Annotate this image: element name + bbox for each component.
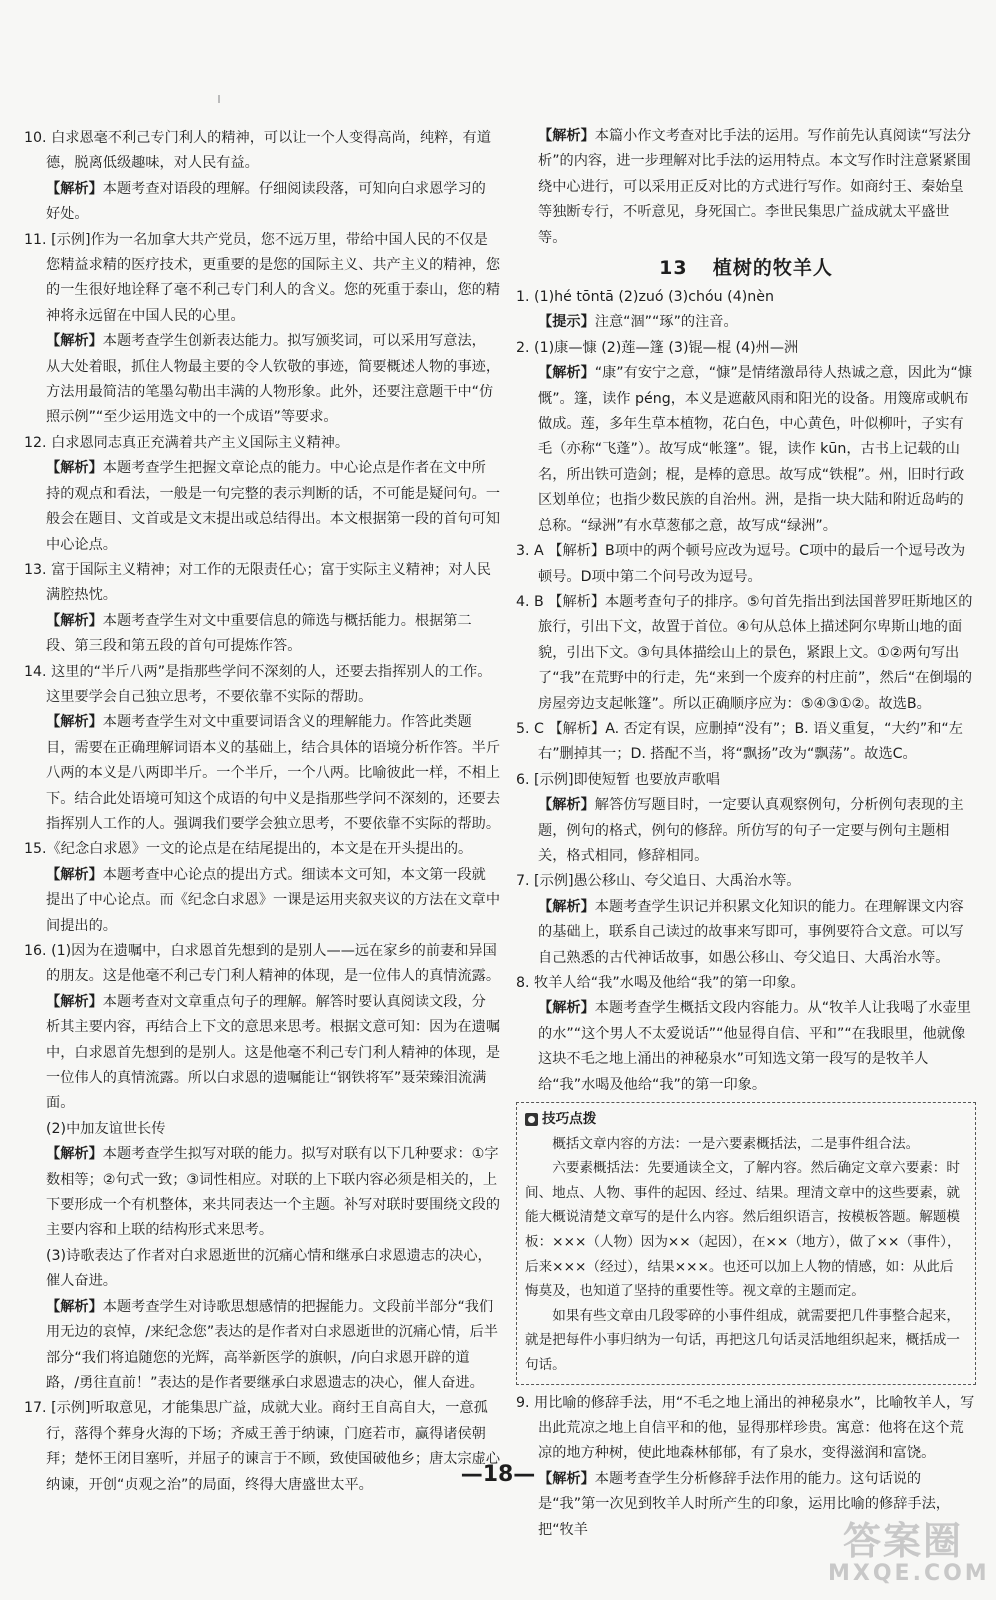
answer-item xyxy=(24,1244,500,1295)
answer-item xyxy=(24,431,500,456)
section-number: 13 xyxy=(659,257,688,280)
item-text: 本题考查学生创新表达能力。拟写颁奖词，可以采用写意法，从大处着眼，抓住人物最主要的令人钦敬的事迹，简要概述人物的事迹，方法用最简洁的笔墨勾勒出丰满的人物形象。此外，还要注意题干中“仿照示例”“至少运用选文中的一个成语”等要求。 xyxy=(46,333,501,426)
item-text: 11. [示例]作为一名加拿大共产党员，您不远万里，带给中国人民的不仅是您精益求精的医疗技术，更重要的是您的国际主义、共产主义的精神，您的一生很好地诠释了毫不利己专门利人的含义。您的死重于泰山，您的精神将永远留在中国人民的心里。 xyxy=(24,231,501,324)
answer-item xyxy=(516,336,976,361)
item-text: (3)诗歌表达了作者对白求恩逝世的沉痛心情和继承白求恩遗志的决心，催人奋进。 xyxy=(46,1247,492,1290)
item-text: 10. 白求恩毫不利己专门利人的精神，可以让一个人变得高尚，纯粹，有道德，脱离低级趣味，对人民有益。 xyxy=(24,130,491,172)
item-text: 本题考查对文章重点句子的理解。解答时要认真阅读文段，分析其主要内容，再结合上下文的意思来思考。根据文意可知：因为在遗嘱中，白求恩首先想到的是别人。这是他毫不利己专门利人精神的体现，是一位伟人的真情流露。所以白求恩的遗嘱能让“钢铁将军”聂荣臻泪流满面。 xyxy=(46,993,501,1112)
item-text: 本题考查中心论点的提出方式。细读本文可知，本文第一段就提出了中心论点。而《纪念白求恩》一课是运用夹叙夹议的方法在文章中间提出的。 xyxy=(46,866,501,934)
answer-item xyxy=(516,1391,976,1467)
analysis-paragraph xyxy=(24,329,500,431)
analysis-paragraph xyxy=(516,124,976,251)
item-text: 3. A 【解析】B项中的两个顿号应改为逗号。C项中的最后一个逗号改为顿号。D项中第二个问号改为逗号。 xyxy=(516,543,966,585)
item-text: 本题考查学生拟写对联的能力。拟写对联有以下几种要求：①字数相等；②句式一致；③词性相应。对联的上下联内容必须是相关的，上下要形成一个有机整体，来共同表达一个主题。补写对联时要围绕文段的主要内容和上联的结构形式来思考。 xyxy=(46,1146,501,1239)
analysis-paragraph xyxy=(24,177,500,228)
item-text: 13. 富于国际主义精神；对工作的无限责任心；富于实际主义精神；对人民满腔热忱。 xyxy=(24,561,491,604)
item-text: 解答仿写题目时，一定要认真观察例句，分析例句表现的主题，例句的格式，例句的修辞。所仿写的句子一定要与例句主题相关，格式相同，修辞相同。 xyxy=(538,797,964,864)
section-title-text: 植树的牧羊人 xyxy=(712,257,833,280)
analysis-tag: 【解析】 xyxy=(46,180,103,197)
watermark-logo: 答案圈 MXQE.COM xyxy=(828,1519,990,1586)
item-text: 本题考查学生分析修辞手法作用的能力。这句话说的是“我”第一次见到牧羊人时所产生的印象，运用比喻的修辞手法，把“牧羊 xyxy=(538,1470,950,1538)
item-text: 5. C 【解析】A. 否定有误，应删掉“没有”；B. 语义重复，“大约”和“左右”删掉其一；D. 搭配不当，将“飘扬”改为“飘荡”。故选C。 xyxy=(516,720,963,763)
item-text: 4. B 【解析】本题考查句子的排序。⑤句首先指出到法国普罗旺斯地区的旅行，引出下文，故置于首位。④句从总体上描述阿尔卑斯山地的面貌，引出下文。③句具体描绘山上的景色，紧跟上文。①②两句写出了“我”在荒野中的行走，先“来到一个废弃的村庄前”，然后“在倒塌的房屋旁边支起帐篷”。所以正确顺序应为：⑤④③①②。故选B。 xyxy=(516,593,973,712)
analysis-tag: 【解析】 xyxy=(46,1298,103,1315)
item-text: 16. (1)因为在遗嘱中，白求恩首先想到的是别人——远在家乡的前妻和异国的朋友。这是他毫不利己专门利人精神的体现，是一位伟人的真情流露。 xyxy=(24,943,501,985)
analysis-tag: 【解析】 xyxy=(46,460,103,477)
item-text: 12. 白求恩同志真正充满着共产主义国际主义精神。 xyxy=(24,434,350,451)
answer-item xyxy=(24,126,500,177)
tips-icon xyxy=(525,1113,538,1126)
analysis-tag: 【解析】 xyxy=(538,1470,595,1487)
analysis-tag: 【解析】 xyxy=(46,714,103,731)
item-text: 8. 牧羊人给“我”水喝及他给“我”的第一印象。 xyxy=(516,975,805,991)
item-text: 本题考查学生对文中重要信息的筛选与概括能力。根据第二段、第三段和第五段的首句可提炼作答。 xyxy=(46,612,472,655)
analysis-paragraph xyxy=(24,609,500,660)
analysis-tag: 【解析】 xyxy=(538,365,595,382)
analysis-paragraph xyxy=(24,710,500,837)
item-text: 1. (1)hé tōntā (2)zuó (3)chóu (4)nèn xyxy=(516,289,774,306)
analysis-paragraph xyxy=(24,1295,500,1397)
answer-item xyxy=(516,971,976,996)
analysis-tag: 【解析】 xyxy=(538,898,595,915)
analysis-paragraph xyxy=(516,361,976,539)
scan-mark xyxy=(218,95,220,103)
item-text: 14. 这里的“半斤八两”是指那些学问不深刻的人，还要去指挥别人的工作。这里要学会自己独立思考，不要依靠不实际的帮助。 xyxy=(24,663,492,705)
analysis-paragraph xyxy=(516,996,976,1098)
tips-title: 技巧点拨 xyxy=(542,1111,597,1128)
answer-item xyxy=(24,939,500,990)
left-column xyxy=(24,126,500,1498)
item-text: 本题考查对语段的理解。仔细阅读段落，可知向白求恩学习的好处。 xyxy=(46,180,486,223)
analysis-paragraph xyxy=(24,990,500,1117)
tips-paragraph: 概括文章内容的方法：一是六要素概括法，二是事件组合法。 xyxy=(552,1135,920,1152)
tips-paragraph: 六要素概括法：先要通读全文，了解内容。然后确定文章六要素：时间、地点、人物、事件的起因、经过、结果。理清文章中的这些要素，就能大概说清楚文章写的是什么内容。然后组织语言，按模板答题。解题模板：×××（人物）因为××（起因），在××（地方），做了××（事件），后来×××（经过），结果×××。也还可以加上人物的情感，如：从此后悔莫及，也知道了坚持的重要性等。视文章的主题而定。 xyxy=(525,1160,961,1300)
answer-item xyxy=(24,558,500,609)
item-text: 本题考查学生对文中重要词语含义的理解能力。作答此类题目，需要在正确理解词语本义的基础上，结合具体的语境分析作答。半斤八两的本义是八两即半斤。一个半斤，一个八两。比喻彼此一样，不相上下。结合此处语境可知这个成语的句中义是指那些学问不深刻的，还要去指挥别人工作的人。强调我们要学会独立思考，不要依靠不实际的帮助。 xyxy=(46,714,501,832)
tips-header xyxy=(525,1107,967,1132)
item-text: 15.《纪念白求恩》一文的论点是在结尾提出的，本文是在开头提出的。 xyxy=(24,841,473,858)
item-text: 本题考查学生识记并积累文化知识的能力。在理解课文内容的基础上，联系自己读过的故事来写即可，事例要符合文意。可以写自己熟悉的古代神话故事，如愚公移山、夸父追日、大禹治水等。 xyxy=(538,898,964,966)
analysis-paragraph xyxy=(516,895,976,971)
analysis-tag: 【解析】 xyxy=(46,1146,103,1163)
item-text: 本篇小作文考查对比手法的运用。写作前先认真阅读“写法分析”的内容，进一步理解对比手法的运用特点。本文写作时注意紧紧围绕中心进行，可以采用正反对比的方式进行写作。如商纣王、秦始皇等独断专行，不听意见，身死国亡。李世民集思广益成就太平盛世等。 xyxy=(538,128,971,246)
analysis-tag: 【解析】 xyxy=(538,1000,595,1017)
analysis-tag: 【解析】 xyxy=(538,128,595,144)
analysis-tag: 【解析】 xyxy=(46,993,103,1010)
analysis-tag: 【提示】 xyxy=(538,314,595,331)
item-text: 本题考查学生把握文章论点的能力。中心论点是作者在文中所持的观点和看法，一般是一句完整的表示判断的话，不可能是疑问句。一般会在题目、文首或是文末提出或总结得出。本文根据第一段的首句可知中心论点。 xyxy=(46,460,501,553)
answer-item xyxy=(516,285,976,310)
item-text: 9. 用比喻的修辞手法，用“不毛之地上涌出的神秘泉水”，比喻牧羊人，写出此荒凉之地上自信平和的他，显得那样珍贵。寓意：他将在这个荒凉的地方种树，使此地森林郁郁，有了泉水，变得滋润和富饶。 xyxy=(516,1394,975,1462)
item-text: 注意“涸”“琢”的注音。 xyxy=(594,314,738,331)
answer-item xyxy=(516,717,976,768)
analysis-tag: 【解析】 xyxy=(46,612,103,629)
analysis-paragraph xyxy=(24,863,500,939)
analysis-paragraph xyxy=(516,310,976,335)
tips-paragraph: 如果有些文章由几段零碎的小事件组成，就需要把几件事整合起来，就是把每件小事归纳为一句话，再把这几句话灵活地组织起来，概括成一句话。 xyxy=(525,1307,960,1373)
analysis-paragraph xyxy=(24,1142,500,1244)
tips-box xyxy=(516,1102,976,1385)
item-text: 本题考查学生概括文段内容能力。从“牧羊人让我喝了水壶里的水”“这个男人不太爱说话”“他显得自信、平和”“在我眼里，他就像这块不毛之地上涌出的神秘泉水”可知选文第一段写的是牧羊人给“我”水喝及他给“我”的第一印象。 xyxy=(538,1000,971,1093)
analysis-paragraph xyxy=(24,456,500,558)
section-title xyxy=(516,253,976,283)
item-text: 7. [示例]愚公移山、夸父追日、大禹治水等。 xyxy=(516,873,801,890)
analysis-paragraph xyxy=(516,793,976,869)
answer-item xyxy=(24,837,500,862)
answer-item xyxy=(24,1117,500,1142)
answer-item xyxy=(516,590,976,717)
item-text: “康”有安宁之意，“慷”是情绪激昂待人热诚之意，因此为“慷慨”。篷，读作 péng，本义是遮蔽风雨和阳光的设备。用篾席或帆布做成。莲，多年生草本植物，花白色，中心黄色，叶似柳叶，子实有毛（亦称“飞蓬”）。故写成“帐篷”。锟，读作 kūn，古书上记载的山名，所出铁可造剑；棍，是棒的意思。故写成“铁棍”。州，旧时行政区划单位；也指少数民族的自治州。洲，是指一块大陆和附近岛屿的总称。“绿洲”有水草葱郁之意，故写成“绿洲”。 xyxy=(538,365,973,534)
item-text: 本题考查学生对诗歌思想感情的把握能力。文段前半部分“我们用无边的哀悼，/来纪念您”表达的是作者对白求恩逝世的沉痛心情，后半部分“我们将追随您的光辉，高举新医学的旗帜，/向白求恩开辟的道路，/勇往直前！”表达的是作者要继承白求恩遗志的决心，催人奋进。 xyxy=(46,1298,498,1391)
analysis-tag: 【解析】 xyxy=(46,333,103,350)
item-text: 17. [示例]听取意见，才能集思广益，成就大业。商纣王自高自大，一意孤行，落得个葬身火海的下场；齐威王善于纳谏，门庭若市，赢得诸侯朝拜；楚怀王闭目塞听，并屈子的谏言于不顾，致使国破他乡；唐太宗虚心纳谏，开创“贞观之治”的局面，终得大唐盛世太平。 xyxy=(24,1400,501,1493)
answer-item xyxy=(516,768,976,793)
answer-item xyxy=(24,228,500,330)
item-text: (2)中加友谊世长传 xyxy=(46,1120,166,1137)
analysis-tag: 【解析】 xyxy=(538,797,595,814)
item-text: 2. (1)康—慷 (2)莲—篷 (3)锟—棍 (4)州—洲 xyxy=(516,339,799,356)
answer-item xyxy=(24,660,500,711)
answer-item xyxy=(516,539,976,590)
answer-item xyxy=(516,869,976,894)
item-text: 6. [示例]即使短暂 也要放声歌唱 xyxy=(516,771,720,788)
analysis-tag: 【解析】 xyxy=(46,866,103,883)
right-column xyxy=(516,124,976,1543)
page-number: —18— xyxy=(460,1462,536,1487)
